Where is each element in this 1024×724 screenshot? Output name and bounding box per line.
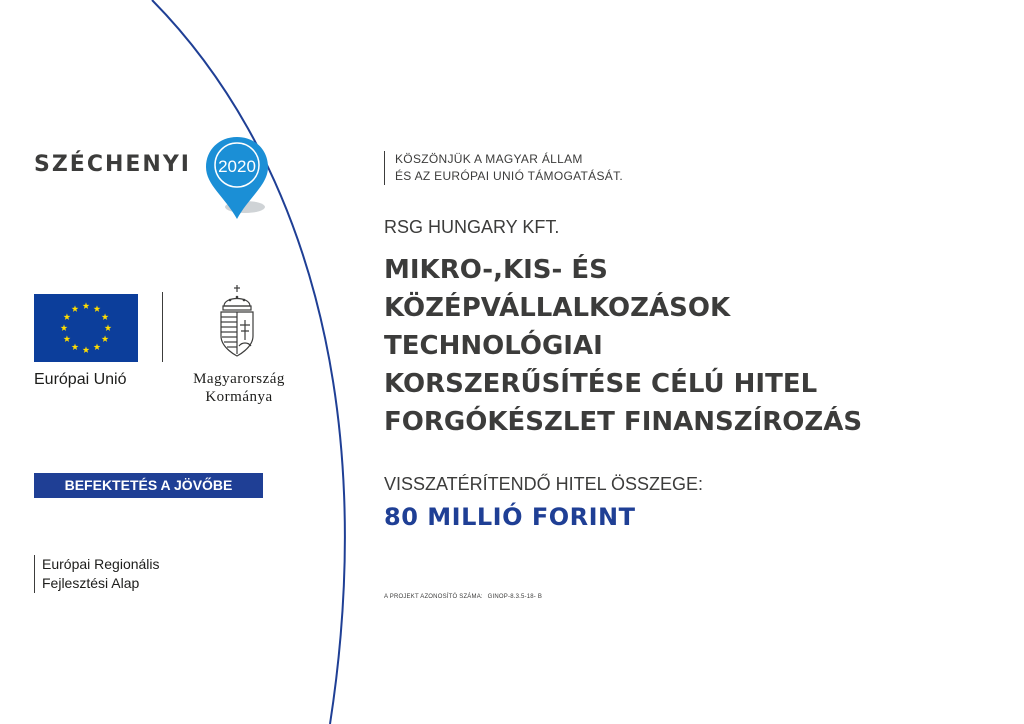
thanks-line-2: ÉS AZ EURÓPAI UNIÓ TÁMOGATÁSÁT. (395, 169, 624, 183)
fund-label (34, 555, 160, 593)
fund-line-2: Fejlesztési Alap (42, 575, 140, 591)
logo-divider (162, 292, 163, 362)
eu-flag-icon (34, 294, 138, 362)
eu-label: Európai Unió (34, 371, 127, 388)
fund-line-1: Európai Regionális (42, 556, 160, 572)
eu-star-icon (102, 335, 109, 342)
eu-star-icon (105, 324, 112, 331)
location-pin-icon (203, 135, 271, 221)
title-line: KÖZÉPVÁLLALKOZÁSOK (384, 293, 731, 323)
government-line-1: Magyarország (193, 371, 285, 387)
program-year: 2020 (218, 157, 256, 176)
eu-star-icon (72, 343, 79, 350)
loan-amount-label: VISSZATÉRÍTENDŐ HITEL ÖSSZEGE: (384, 474, 704, 494)
thanks-line-1: KÖSZÖNJÜK A MAGYAR ÁLLAM (395, 152, 583, 166)
title-line: MIKRO-,KIS- ÉS (384, 255, 608, 285)
government-line-2: Kormánya (205, 389, 273, 405)
title-line: FORGÓKÉSZLET FINANSZÍROZÁS (384, 407, 863, 437)
project-id-label: A PROJEKT AZONOSÍTÓ SZÁMA: (384, 594, 483, 600)
loan-amount-value: 80 MILLIÓ FORINT (384, 503, 636, 531)
invest-banner: BEFEKTETÉS A JÖVŐBE (34, 473, 263, 498)
government-label (175, 370, 303, 406)
project-id-value: GINOP-8.3.5-18- B (487, 594, 543, 600)
title-line: KORSZERŰSÍTÉSE CÉLÚ HITEL (384, 369, 818, 399)
eu-star-icon (61, 324, 68, 331)
eu-star-icon (94, 343, 101, 350)
thanks-note (384, 151, 623, 185)
eu-star-icon (102, 313, 109, 320)
szechenyi-logo-text: SZÉCHENYI (34, 152, 191, 177)
eu-star-icon (94, 305, 101, 312)
project-id-note (384, 594, 545, 600)
eu-star-icon (83, 302, 90, 309)
eu-star-icon (64, 313, 71, 320)
eu-star-icon (64, 335, 71, 342)
eu-stars (34, 294, 138, 362)
eu-star-icon (83, 346, 90, 353)
title-line: TECHNOLÓGIAI (384, 331, 603, 361)
project-title (384, 251, 1014, 441)
hungarian-crest-icon (216, 284, 258, 360)
eu-star-icon (72, 305, 79, 312)
company-name: RSG HUNGARY KFT. (384, 217, 560, 237)
